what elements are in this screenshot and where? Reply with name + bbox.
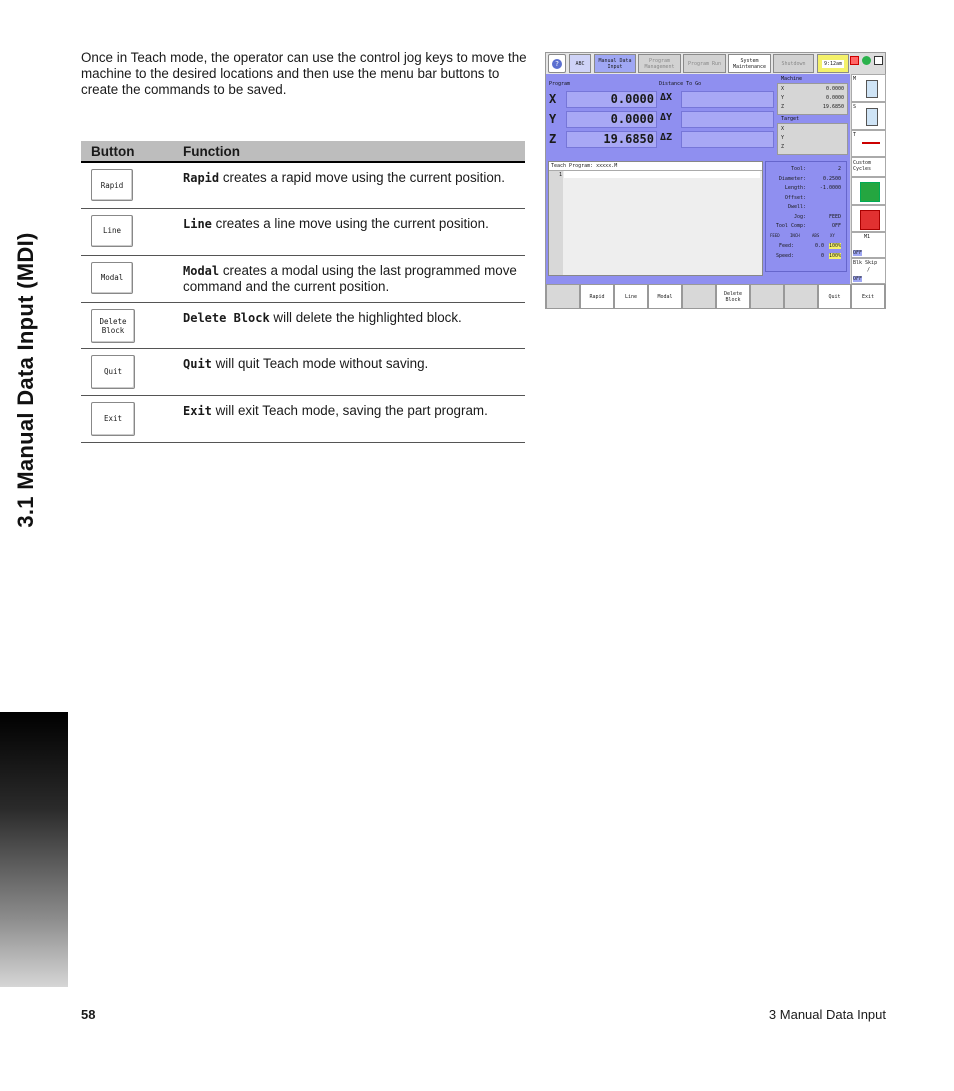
teach-program-editor bbox=[548, 161, 763, 276]
row-keyword: Modal bbox=[183, 263, 220, 278]
intro-paragraph: Once in Teach mode, the operator can use the control jog keys to move the machine to the desired locations and then use the menu bar buttons to create the commands to be saved. bbox=[81, 50, 527, 97]
delete-block-softkey: Delete Block bbox=[91, 309, 135, 343]
tab-shutdown: Shutdown bbox=[773, 54, 814, 73]
abc-button: ABC bbox=[569, 54, 591, 73]
exit-softkey: Exit bbox=[91, 402, 135, 436]
tab-system-maintenance: System Maintenance bbox=[728, 54, 771, 73]
row-description: will delete the highlighted block. bbox=[269, 309, 462, 325]
chapter-footer: 3 Manual Data Input bbox=[768, 1007, 886, 1022]
row-description: creates a rapid move using the current position. bbox=[219, 170, 505, 185]
spindle-speed-icon bbox=[866, 108, 878, 126]
distance-to-go-label: Distance To Go bbox=[659, 81, 702, 87]
button-function-table bbox=[81, 141, 525, 443]
table-row bbox=[81, 162, 525, 208]
target-label: Target bbox=[781, 116, 800, 122]
program-label: Program bbox=[549, 81, 571, 87]
dtg-label-x: ΔX bbox=[660, 92, 673, 103]
fkey-1 bbox=[546, 284, 580, 309]
top-menu-bar bbox=[546, 53, 850, 74]
lock-icon bbox=[874, 56, 883, 65]
tab-program-management: Program Management bbox=[638, 54, 681, 73]
fkey-7 bbox=[750, 284, 784, 309]
row-keyword: Rapid bbox=[183, 171, 220, 185]
row-keyword: Exit bbox=[183, 403, 212, 418]
row-description: creates a line move using the current position. bbox=[211, 215, 489, 231]
header-button: Button bbox=[81, 141, 173, 162]
help-button bbox=[548, 54, 566, 73]
tool-status-panel: Tool: 2 Diameter: 0.2500 Length: -1.0000 Offset: Dwell: Jog: FEED Tool Comp: OFF FEED INCH ABS XY Feed: 0.0 100% Speed: 0 100% bbox=[765, 161, 847, 272]
fkey-delete-block: Delete Block bbox=[716, 284, 750, 309]
fkey-quit: Quit bbox=[818, 284, 851, 309]
table-row bbox=[81, 395, 525, 442]
fkey-modal: Modal bbox=[648, 284, 682, 309]
axis-value-z: 19.6850 bbox=[603, 132, 654, 146]
cycle-start-icon bbox=[860, 182, 880, 202]
side-chapter-title: 3.1 Manual Data Input (MDI) bbox=[13, 232, 38, 528]
dtg-label-y: ΔY bbox=[660, 112, 673, 123]
axis-label-x: X bbox=[549, 92, 557, 106]
fkey-5 bbox=[682, 284, 716, 309]
table-row bbox=[81, 348, 525, 395]
quit-softkey: Quit bbox=[91, 355, 135, 389]
fkey-line: Line bbox=[614, 284, 648, 309]
tool-change-icon bbox=[862, 142, 880, 144]
fkey-8 bbox=[784, 284, 818, 309]
axis-value-y: 0.0000 bbox=[610, 112, 654, 126]
m1-button: M1 OFF bbox=[851, 232, 886, 258]
t-button: T bbox=[851, 130, 886, 157]
cycle-start-button bbox=[851, 177, 886, 205]
fkey-exit: Exit bbox=[851, 284, 885, 309]
axis-label-z: Z bbox=[549, 132, 557, 146]
row-keyword: Quit bbox=[183, 356, 212, 371]
feed-hold-icon bbox=[860, 210, 880, 230]
dro-panel bbox=[546, 74, 850, 156]
program-area bbox=[546, 156, 850, 284]
chapter-tab bbox=[0, 712, 68, 987]
offset-label: Offset: bbox=[784, 195, 806, 201]
control-screenshot bbox=[545, 52, 886, 309]
table-row bbox=[81, 208, 525, 255]
row-keyword: Line bbox=[183, 216, 212, 231]
tab-program-run: Program Run bbox=[683, 54, 726, 73]
table-row bbox=[81, 255, 525, 302]
feed-hold-button bbox=[851, 205, 886, 232]
machine-panel: X 0.0000 Y 0.0000 Z 19.6850 bbox=[777, 83, 848, 115]
table-row bbox=[81, 302, 525, 348]
tab-manual-data-input: Manual Data Input bbox=[594, 54, 636, 73]
page-number: 58 bbox=[81, 1007, 96, 1022]
header-function: Function bbox=[173, 141, 525, 162]
fkey-rapid: Rapid bbox=[580, 284, 614, 309]
row-description: will exit Teach mode, saving the part program. bbox=[211, 402, 488, 418]
axis-value-x: 0.0000 bbox=[610, 92, 654, 106]
clock-display: 9:12am bbox=[817, 54, 849, 73]
line-number: 1 bbox=[559, 172, 563, 178]
status-light-icon bbox=[862, 56, 871, 65]
rapid-softkey: Rapid bbox=[91, 169, 133, 201]
spindle-icon bbox=[866, 80, 878, 98]
row-description: will quit Teach mode without saving. bbox=[211, 355, 429, 371]
block-skip-button: Blk Skip / OFF bbox=[851, 258, 886, 284]
custom-cycles-button: Custom Cycles bbox=[851, 157, 886, 177]
axis-label-y: Y bbox=[549, 112, 557, 126]
target-panel: X Y Z bbox=[777, 123, 848, 155]
dtg-label-z: ΔZ bbox=[660, 132, 673, 143]
teach-program-title: Teach Program: xxxxx.M bbox=[551, 163, 618, 169]
machine-label: Machine bbox=[781, 76, 803, 82]
s-button: S bbox=[851, 102, 886, 130]
modal-softkey: Modal bbox=[91, 262, 133, 294]
row-description: creates a modal using the last programmed move command and the current position. bbox=[183, 262, 517, 294]
m-button: M bbox=[851, 74, 886, 102]
help-icon: ? bbox=[552, 59, 562, 69]
line-softkey: Line bbox=[91, 215, 133, 247]
table-header bbox=[81, 141, 525, 162]
estop-icon bbox=[850, 56, 859, 65]
row-keyword: Delete Block bbox=[183, 310, 270, 325]
